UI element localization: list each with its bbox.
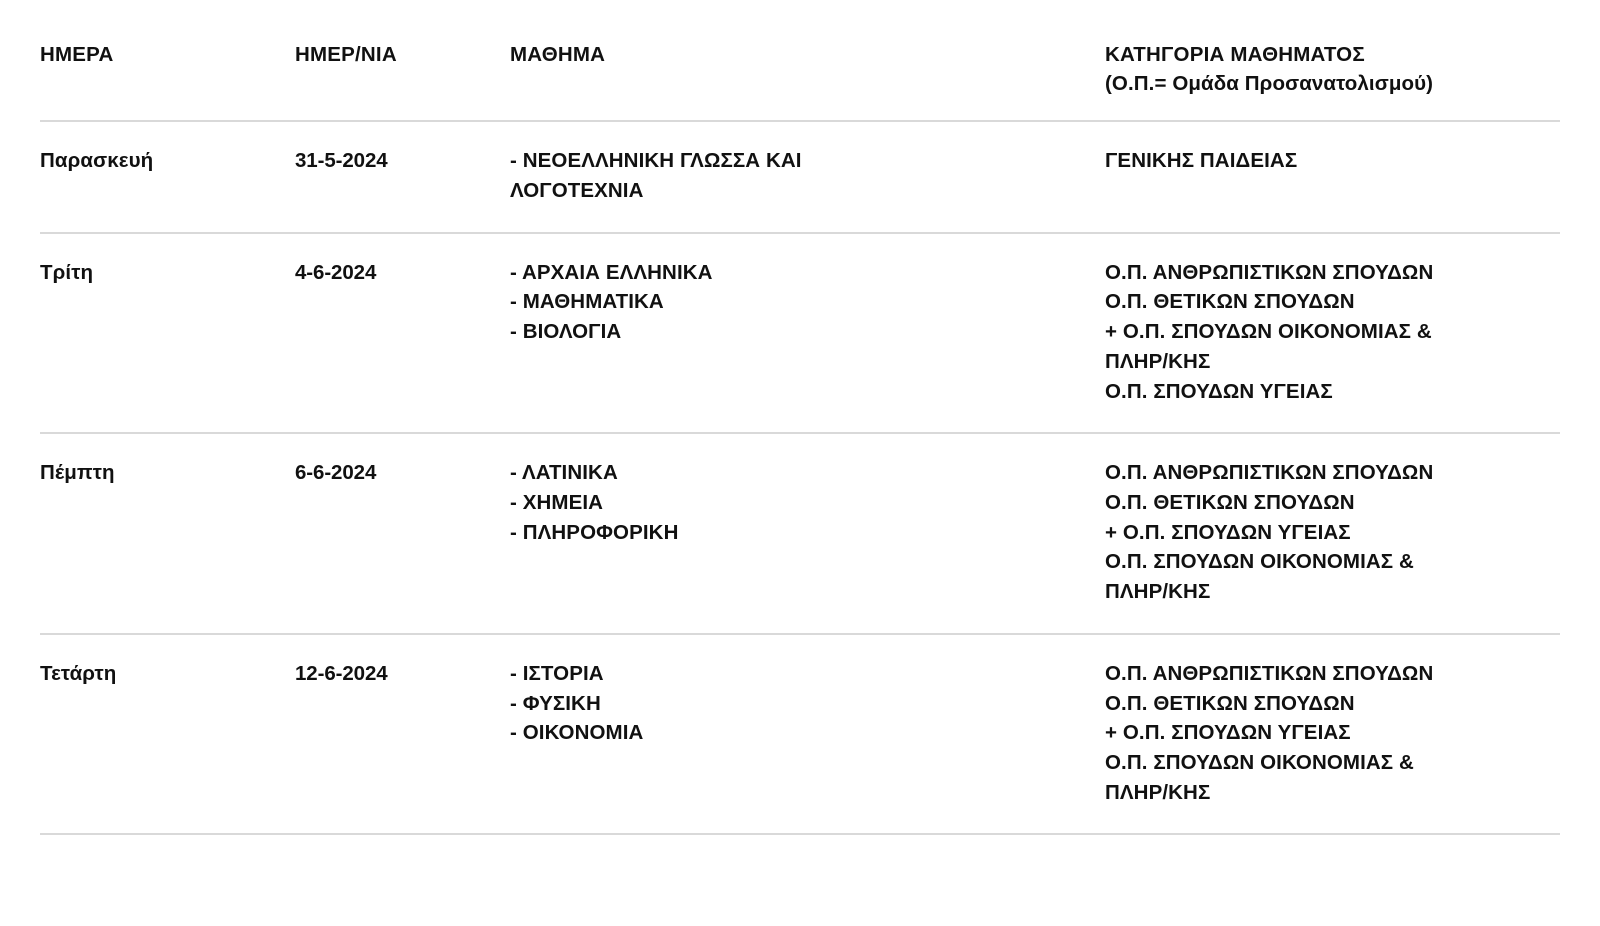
cell-date: 31-5-2024 xyxy=(295,121,510,232)
subject-line: - ΠΛΗΡΟΦΟΡΙΚΗ xyxy=(510,520,679,544)
cell-subject xyxy=(510,634,1105,835)
category-line: Ο.Π. ΘΕΤΙΚΩΝ ΣΠΟΥΔΩΝ xyxy=(1105,490,1355,514)
cell-date: 12-6-2024 xyxy=(295,634,510,835)
table-header-row xyxy=(40,0,1560,121)
subject-line: - ΑΡΧΑΙΑ ΕΛΛΗΝΙΚΑ xyxy=(510,260,713,284)
column-header-category-main: ΚΑΤΗΓΟΡΙΑ ΜΑΘΗΜΑΤΟΣ xyxy=(1105,43,1365,66)
category-line: Ο.Π. ΣΠΟΥΔΩΝ ΥΓΕΙΑΣ xyxy=(1105,379,1333,403)
table-row xyxy=(40,433,1560,634)
cell-category xyxy=(1105,634,1560,835)
category-line: + Ο.Π. ΣΠΟΥΔΩΝ ΥΓΕΙΑΣ xyxy=(1105,721,1351,745)
category-line: Ο.Π. ΣΠΟΥΔΩΝ ΟΙΚΟΝΟΜΙΑΣ & xyxy=(1105,550,1414,574)
category-line: + Ο.Π. ΣΠΟΥΔΩΝ ΥΓΕΙΑΣ xyxy=(1105,520,1351,544)
table-row xyxy=(40,634,1560,835)
category-line: + Ο.Π. ΣΠΟΥΔΩΝ ΟΙΚΟΝΟΜΙΑΣ & xyxy=(1105,320,1432,344)
subject-line: - ΙΣΤΟΡΙΑ xyxy=(510,661,604,685)
category-line: Ο.Π. ΘΕΤΙΚΩΝ ΣΠΟΥΔΩΝ xyxy=(1105,290,1355,314)
column-header-date: ΗΜΕΡ/ΝΙΑ xyxy=(295,0,510,121)
subject-line: - ΜΑΘΗΜΑΤΙΚΑ xyxy=(510,290,664,314)
column-header-category-note: (Ο.Π.= Ομάδα Προσανατολισμού) xyxy=(1105,72,1434,96)
subject-line: - ΦΥΣΙΚΗ xyxy=(510,691,601,715)
cell-day: Τρίτη xyxy=(40,233,295,434)
category-line: ΓΕΝΙΚΗΣ ΠΑΙΔΕΙΑΣ xyxy=(1105,149,1298,173)
column-header-category xyxy=(1105,0,1560,121)
subject-line: - ΛΑΤΙΝΙΚΑ xyxy=(510,461,618,485)
subject-line: - ΒΙΟΛΟΓΙΑ xyxy=(510,320,622,344)
cell-category xyxy=(1105,233,1560,434)
table-row xyxy=(40,121,1560,232)
subject-line: - ΧΗΜΕΙΑ xyxy=(510,490,604,514)
exam-schedule-table xyxy=(40,0,1560,835)
cell-category xyxy=(1105,433,1560,634)
category-line: ΠΛΗΡ/ΚΗΣ xyxy=(1105,349,1211,373)
cell-day: Πέμπτη xyxy=(40,433,295,634)
cell-subject xyxy=(510,121,1105,232)
cell-category xyxy=(1105,121,1560,232)
column-header-subject: ΜΑΘΗΜΑ xyxy=(510,0,1105,121)
category-line: Ο.Π. ΑΝΘΡΩΠΙΣΤΙΚΩΝ ΣΠΟΥΔΩΝ xyxy=(1105,461,1434,485)
category-line: ΠΛΗΡ/ΚΗΣ xyxy=(1105,580,1211,604)
category-line: ΠΛΗΡ/ΚΗΣ xyxy=(1105,780,1211,804)
cell-day: Τετάρτη xyxy=(40,634,295,835)
cell-day: Παρασκευή xyxy=(40,121,295,232)
table-body xyxy=(40,121,1560,834)
subject-line: - ΟΙΚΟΝΟΜΙΑ xyxy=(510,721,644,745)
subject-line: ΛΟΓΟΤΕΧΝΙΑ xyxy=(510,178,644,202)
cell-subject xyxy=(510,233,1105,434)
cell-date: 4-6-2024 xyxy=(295,233,510,434)
category-line: Ο.Π. ΣΠΟΥΔΩΝ ΟΙΚΟΝΟΜΙΑΣ & xyxy=(1105,751,1414,774)
table-header xyxy=(40,0,1560,121)
table-row xyxy=(40,233,1560,434)
cell-date: 6-6-2024 xyxy=(295,433,510,634)
category-line: Ο.Π. ΘΕΤΙΚΩΝ ΣΠΟΥΔΩΝ xyxy=(1105,691,1355,715)
category-line: Ο.Π. ΑΝΘΡΩΠΙΣΤΙΚΩΝ ΣΠΟΥΔΩΝ xyxy=(1105,260,1434,284)
column-header-day: ΗΜΕΡΑ xyxy=(40,0,295,121)
cell-subject xyxy=(510,433,1105,634)
subject-line: - ΝΕΟΕΛΛΗΝΙΚΗ ΓΛΩΣΣΑ ΚΑΙ xyxy=(510,149,802,173)
category-line: Ο.Π. ΑΝΘΡΩΠΙΣΤΙΚΩΝ ΣΠΟΥΔΩΝ xyxy=(1105,661,1434,685)
